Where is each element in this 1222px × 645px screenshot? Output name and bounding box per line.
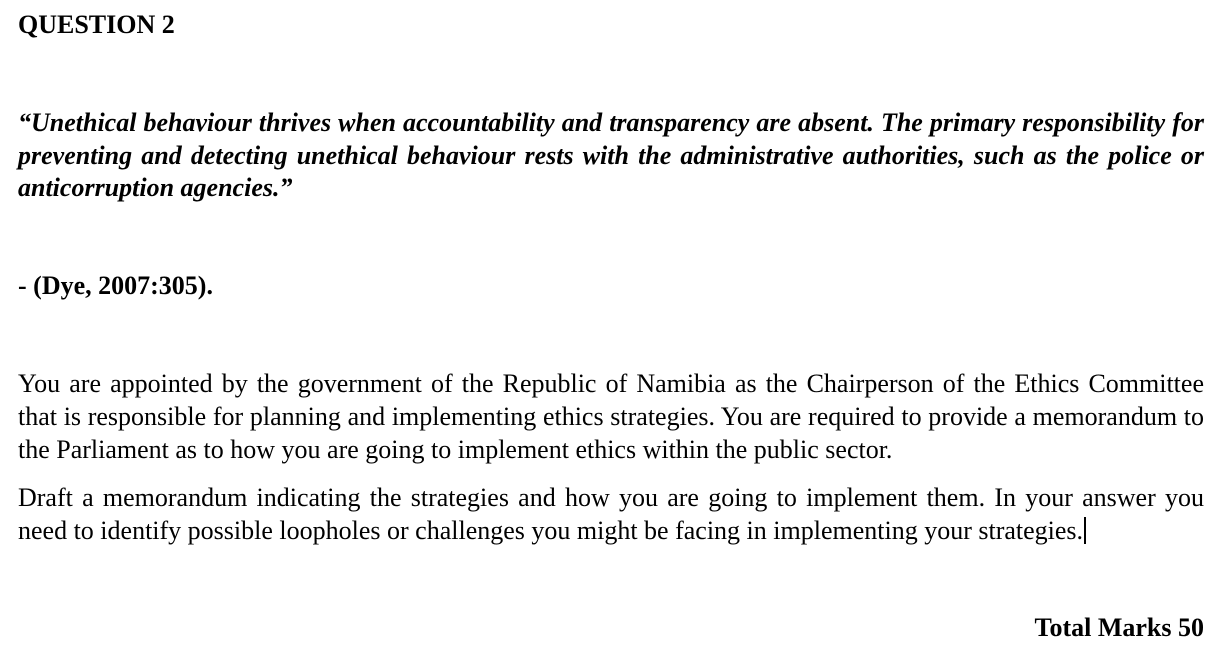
question-heading: QUESTION 2	[18, 10, 175, 39]
text-cursor	[1084, 517, 1086, 544]
instruction-text: Draft a memorandum indicating the strategies and how you are going to implement them. In your answer you need to identify possible loopholes or challenges you might be facing in implementing your strategies.	[18, 483, 1204, 545]
quotation: “Unethical behaviour thrives when accountability and transparency are absent. The primary responsibility for preventing and detecting unethical behaviour rests with the administrative authorities, such as the police or anticorruption agencies.”	[18, 108, 1204, 202]
scenario-paragraph: You are appointed by the government of the Republic of Namibia as the Chairperson of the Ethics Committee that is responsible for planning and implementing ethics strategies. You are required to provide a memorandum to the Parliament as to how you are going to implement ethics within the public sector.	[18, 369, 1204, 464]
total-marks: Total Marks 50	[1034, 613, 1204, 642]
citation: - (Dye, 2007:305).	[18, 271, 213, 300]
instruction-paragraph[interactable]	[18, 481, 1204, 547]
